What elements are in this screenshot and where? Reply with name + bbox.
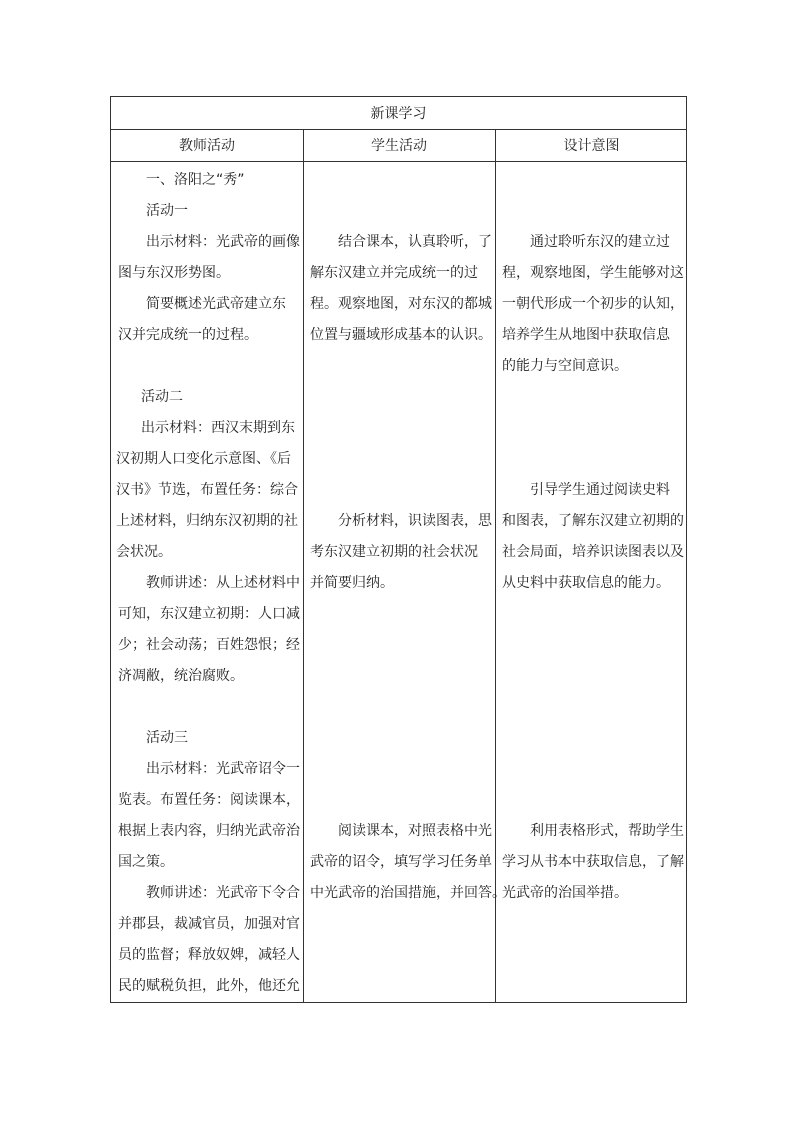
teacher-text: 少；社会动荡；百姓怨恨；经: [118, 637, 300, 653]
teacher-text: 上述材料，归纳东汉初期的社: [116, 513, 298, 529]
intent-text: 引导学生通过阅读史料: [530, 482, 670, 498]
intent-text: 和图表，了解东汉建立初期的: [502, 513, 684, 529]
column-divider: [495, 129, 496, 1002]
intent-text: 一朝代形成一个初步的认知，: [502, 296, 684, 312]
header-design-intent: 设计意图: [563, 138, 620, 154]
activity-1-label: 活动一: [146, 203, 188, 219]
teacher-text: 并郡县，裁减官员，加强对官: [118, 916, 300, 932]
teacher-text: 国之策。: [118, 854, 174, 870]
intent-text: 培养学生从地图中获取信息: [502, 327, 670, 343]
header-student-activity: 学生活动: [371, 138, 427, 154]
student-text: 解东汉建立并完成统一的过: [310, 265, 478, 281]
student-text: 中光武帝的治国措施，并回答。: [310, 885, 506, 901]
row-divider: [111, 161, 686, 162]
student-text: 位置与疆域形成基本的认识。: [310, 327, 492, 343]
student-text: 分析材料，识读图表，思: [338, 513, 492, 529]
column-divider: [303, 129, 304, 1002]
teacher-text: 图与东汉形势图。: [118, 265, 230, 281]
student-text: 阅读课本，对照表格中光: [338, 823, 492, 839]
teacher-text: 出示材料：光武帝诏令一: [146, 761, 300, 777]
intent-text: 通过聆听东汉的建立过: [530, 234, 670, 250]
lesson-table: [110, 96, 687, 1003]
teacher-text: 汉并完成统一的过程。: [118, 327, 258, 343]
activity-2-label: 活动二: [141, 389, 183, 405]
teacher-text: 可知，东汉建立初期：人口减: [118, 606, 300, 622]
teacher-text: 员的监督；释放奴婢，减轻人: [118, 947, 300, 963]
intent-text: 的能力与空间意识。: [502, 358, 628, 374]
intent-text: 学习从书本中获取信息，了解: [502, 854, 684, 870]
teacher-text: 根据上表内容，归纳光武帝治: [118, 823, 300, 839]
teacher-text: 汉书》节选，布置任务：综合: [116, 482, 298, 498]
teacher-text: 教师讲述：光武帝下令合: [146, 885, 300, 901]
teacher-text: 出示材料：光武帝的画像: [146, 234, 300, 250]
intent-text: 从史料中获取信息的能力。: [502, 575, 670, 591]
activity-3-label: 活动三: [146, 730, 188, 746]
intent-text: 利用表格形式，帮助学生: [530, 823, 684, 839]
teacher-text: 济凋敝，统治腐败。: [118, 668, 244, 684]
teacher-text: 简要概述光武帝建立东: [146, 296, 286, 312]
intent-text: 光武帝的治国举措。: [502, 885, 628, 901]
student-text: 考东汉建立初期的社会状况: [310, 544, 478, 560]
student-text: 程。观察地图，对东汉的都城: [310, 296, 492, 312]
header-teacher-activity: 教师活动: [179, 138, 235, 154]
section-heading: 一、洛阳之“秀”: [146, 172, 245, 188]
intent-text: 程，观察地图，学生能够对这: [502, 265, 684, 281]
student-text: 武帝的诏令，填写学习任务单: [310, 854, 492, 870]
teacher-text: 出示材料：西汉末期到东: [141, 420, 295, 436]
teacher-text: 民的赋税负担，此外，他还允: [118, 978, 300, 994]
teacher-text: 教师讲述：从上述材料中: [146, 575, 300, 591]
table-title: 新课学习: [370, 106, 427, 122]
student-text: 并简要归纳。: [310, 575, 394, 591]
teacher-text: 览表。布置任务：阅读课本，: [118, 792, 300, 808]
teacher-text: 汉初期人口变化示意图、《后: [116, 451, 291, 467]
student-text: 结合课本，认真聆听，了: [338, 234, 492, 250]
intent-text: 社会局面，培养识读图表以及: [502, 544, 684, 560]
teacher-text: 会状况。: [116, 544, 172, 560]
